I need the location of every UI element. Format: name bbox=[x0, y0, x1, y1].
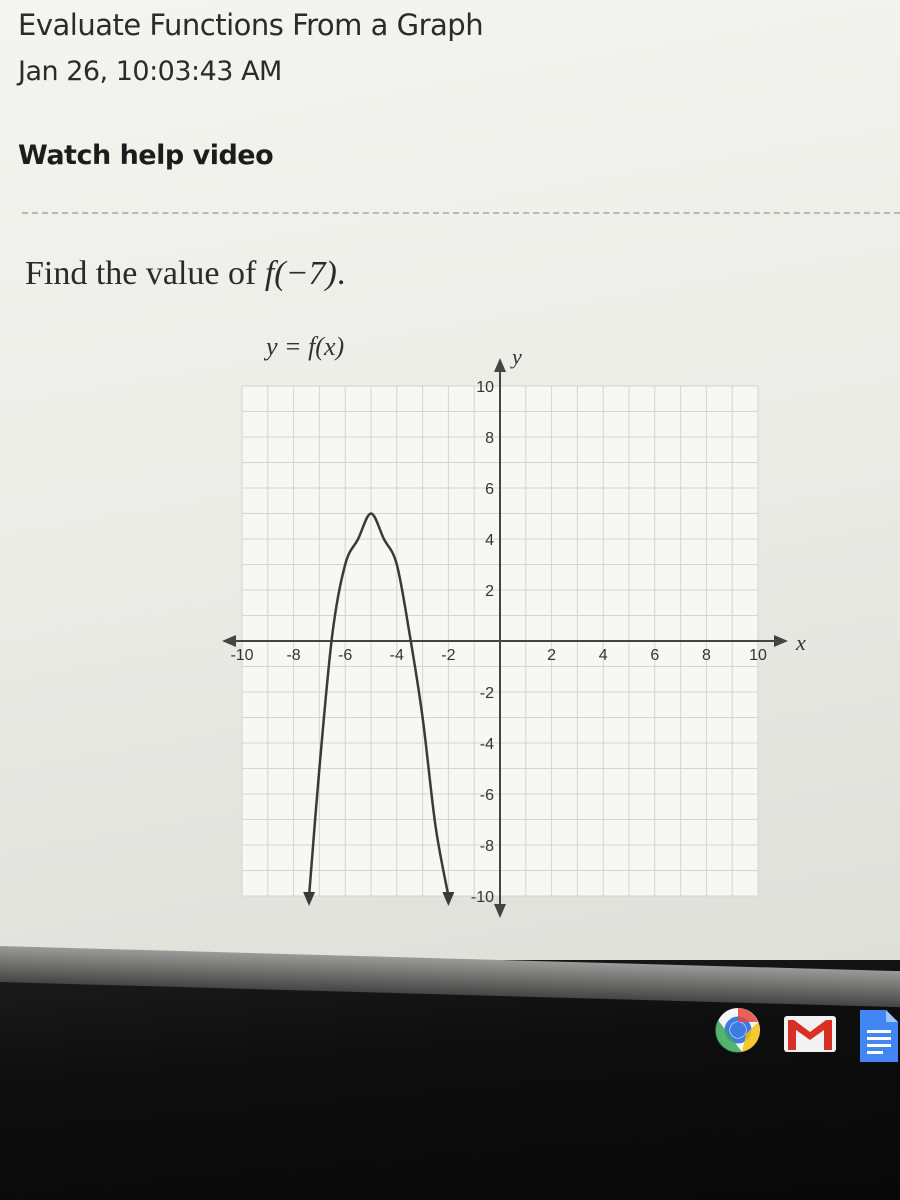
x-tick-label: 10 bbox=[749, 647, 767, 664]
assignment-title: Evaluate Functions From a Graph bbox=[18, 8, 484, 42]
x-axis-right-arrow bbox=[774, 635, 788, 647]
y-tick-label: -4 bbox=[479, 736, 494, 753]
x-tick-label: -4 bbox=[389, 647, 404, 664]
x-tick-label: -10 bbox=[230, 647, 254, 664]
assignment-timestamp: Jan 26, 10:03:43 AM bbox=[18, 56, 282, 87]
question-expression: f(−7) bbox=[264, 255, 337, 292]
question-suffix: . bbox=[336, 255, 346, 292]
y-tick-label: 8 bbox=[485, 430, 494, 447]
y-tick-label: 6 bbox=[485, 481, 494, 498]
x-tick-label: 6 bbox=[650, 647, 660, 664]
x-tick-label: -2 bbox=[441, 647, 456, 664]
y-tick-label: -6 bbox=[479, 787, 494, 804]
graph-title: y = f(x) bbox=[266, 332, 345, 361]
y-axis-label: y bbox=[512, 344, 522, 369]
x-tick-label: -6 bbox=[338, 647, 353, 664]
gmail-icon[interactable] bbox=[782, 1012, 838, 1054]
y-tick-label: 10 bbox=[476, 379, 494, 396]
curve-right-arrow bbox=[442, 892, 454, 906]
x-tick-label: 8 bbox=[701, 647, 711, 664]
x-tick-label: 2 bbox=[547, 647, 557, 664]
curve-left-arrow bbox=[303, 892, 315, 906]
y-axis-up-arrow bbox=[494, 358, 506, 372]
y-tick-label: -2 bbox=[479, 685, 494, 702]
chrome-icon[interactable] bbox=[712, 1004, 764, 1056]
x-axis-label: x bbox=[796, 630, 806, 655]
x-tick-label: -8 bbox=[286, 647, 301, 664]
y-tick-label: -8 bbox=[479, 838, 494, 855]
y-tick-label: -10 bbox=[470, 889, 494, 906]
y-tick-label: 4 bbox=[485, 532, 494, 549]
y-tick-label: 2 bbox=[485, 583, 494, 600]
question-prefix: Find the value of bbox=[25, 255, 265, 292]
docs-icon[interactable] bbox=[858, 1008, 900, 1064]
x-axis-left-arrow bbox=[222, 635, 236, 647]
x-tick-label: 4 bbox=[598, 647, 608, 664]
y-axis-down-arrow bbox=[494, 904, 506, 918]
watch-help-video-link[interactable]: Watch help video bbox=[18, 140, 274, 171]
